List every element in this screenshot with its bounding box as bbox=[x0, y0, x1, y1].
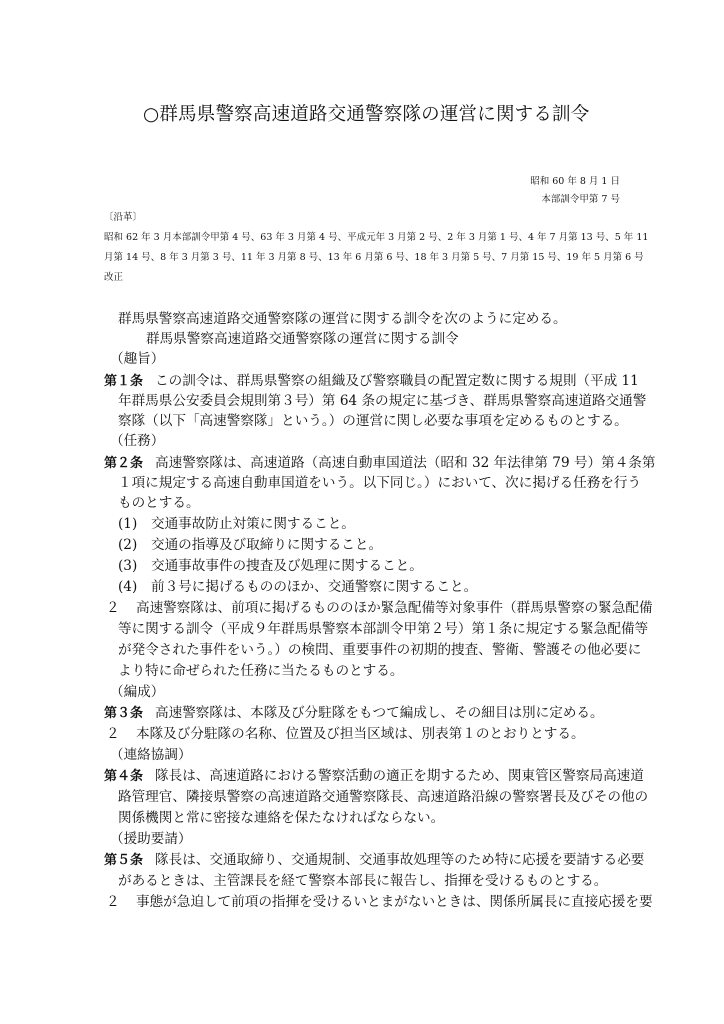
article-text: １項に規定する高速自動車国道をいう。以下同じ。）において、次に掲げる任務を行う bbox=[118, 475, 642, 491]
list-item bbox=[118, 535, 382, 555]
article-text: この訓令は、群馬県警察の組織及び警察職員の配置定数に関する規則（平成 11 bbox=[155, 373, 639, 389]
history-line: 月第 14 号、8 年 3 月第 3 号、11 年 3 月第 8 号、13 年 6 月第 6 号、18 年 3 月第 5 号、7 月第 15 号、19 年 5 月第 6 号 bbox=[104, 252, 644, 263]
article-text: 隊長は、高速道路における警察活動の適正を期するため、関東管区警察局高速道 bbox=[155, 768, 644, 784]
list-item bbox=[118, 577, 477, 597]
article-5 bbox=[104, 850, 644, 871]
paragraph-text: 本隊及び分駐隊の名称、位置及び担当区域は、別表第１のとおりとする。 bbox=[136, 726, 585, 742]
item-text: 前３号に掲げるもののほか、交通警察に関すること。 bbox=[151, 579, 478, 595]
article-label: 第３条 bbox=[104, 706, 144, 721]
article-caption: （任務） bbox=[110, 433, 165, 449]
directive-number: 本部訓令甲第 7 号 bbox=[541, 194, 620, 205]
article-label: 第５条 bbox=[104, 853, 144, 868]
paragraph-text: 等に関する訓令（平成９年群馬県警察本部訓令甲第２号）第１条に規定する緊急配備等 bbox=[118, 621, 649, 637]
paragraph-number: ２ bbox=[106, 600, 120, 616]
paragraph-text: 高速警察隊は、前項に掲げるもののほか緊急配備等対象事件（群馬県警察の緊急配備 bbox=[136, 600, 653, 616]
paragraph-number: ２ bbox=[106, 894, 120, 910]
article-text: 高速警察隊は、本隊及び分駐隊をもつて編成し、その細目は別に定める。 bbox=[155, 705, 604, 721]
item-number: (4) bbox=[118, 579, 138, 595]
history-line: 昭和 62 年 3 月本部訓令甲第 4 号、63 年 3 月第 4 号、平成元年 3 月第 2 号、2 年 3 月第 1 号、4 年 7 月第 13 号、5 年 11 bbox=[104, 232, 649, 243]
paragraph-text: 事態が急迫して前項の指揮を受けるいとまがないときは、関係所属長に直接応援を要 bbox=[136, 894, 653, 910]
list-item bbox=[118, 514, 355, 534]
paragraph-text: が発令された事件をいう。）の検問、重要事件の初期的捜査、警衛、警護その他必要に bbox=[118, 642, 642, 658]
article-text: 路管理官、隣接県警察の高速道路交通警察隊長、高速道路沿線の警察署長及びその他の bbox=[118, 789, 649, 805]
article-text: があるときは、主管課長を経て警察本部長に報告し、指揮を受けるものとする。 bbox=[118, 873, 608, 889]
article-2 bbox=[104, 453, 656, 474]
paragraph-text: より特に命ぜられた任務に当たるものとする。 bbox=[118, 663, 404, 679]
article-text: 関係機関と常に密接な連絡を保たなければならない。 bbox=[118, 810, 445, 826]
paragraph-2 bbox=[106, 724, 585, 744]
item-text: 交通事故事件の捜査及び処理に関すること。 bbox=[151, 558, 423, 574]
article-label: 第１条 bbox=[104, 374, 144, 389]
item-number: (3) bbox=[118, 558, 138, 574]
item-text: 交通の指導及び取締りに関すること。 bbox=[151, 537, 383, 553]
preamble: 群馬県警察高速道路交通警察隊の運営に関する訓令を次のように定める。 bbox=[118, 311, 567, 327]
history-label: 〔沿革〕 bbox=[104, 212, 143, 223]
article-label: 第２条 bbox=[104, 456, 144, 471]
article-text: 察隊（以下「高速警察隊」という。）の運営に関し必要な事項を定めるものとする。 bbox=[118, 413, 628, 429]
article-3 bbox=[104, 703, 604, 724]
article-caption: （援助要請） bbox=[110, 831, 192, 847]
article-caption: （連絡協調） bbox=[110, 747, 192, 763]
article-text: 隊長は、交通取締り、交通規制、交通事故処理等のため特に応援を要請する必要 bbox=[155, 852, 645, 868]
paragraph-2 bbox=[106, 892, 653, 912]
article-caption: （趣旨） bbox=[110, 351, 165, 367]
subtitle: 群馬県警察高速道路交通警察隊の運営に関する訓令 bbox=[146, 331, 459, 347]
article-4 bbox=[104, 766, 644, 787]
item-text: 交通事故防止対策に関すること。 bbox=[151, 516, 355, 532]
paragraph-2 bbox=[106, 598, 653, 618]
article-caption: （編成） bbox=[110, 684, 165, 700]
enactment-date: 昭和 60 年 8 月 1 日 bbox=[530, 176, 620, 187]
list-item bbox=[118, 556, 423, 576]
article-label: 第４条 bbox=[104, 769, 144, 784]
paragraph-number: ２ bbox=[106, 726, 120, 742]
history-line: 改正 bbox=[104, 272, 124, 283]
document-title: ○群馬県警察高速道路交通警察隊の運営に関する訓令 bbox=[143, 104, 590, 125]
article-text: 年群馬県公安委員会規則第３号）第 64 条の規定に基づき、群馬県警察高速道路交通警 bbox=[118, 393, 647, 409]
item-number: (1) bbox=[118, 516, 138, 532]
item-number: (2) bbox=[118, 537, 138, 553]
article-text: 高速警察隊は、高速道路（高速自動車国道法（昭和 32 年法律第 79 号）第４条第 bbox=[155, 455, 656, 471]
article-1 bbox=[104, 371, 639, 392]
article-text: ものとする。 bbox=[118, 495, 200, 511]
